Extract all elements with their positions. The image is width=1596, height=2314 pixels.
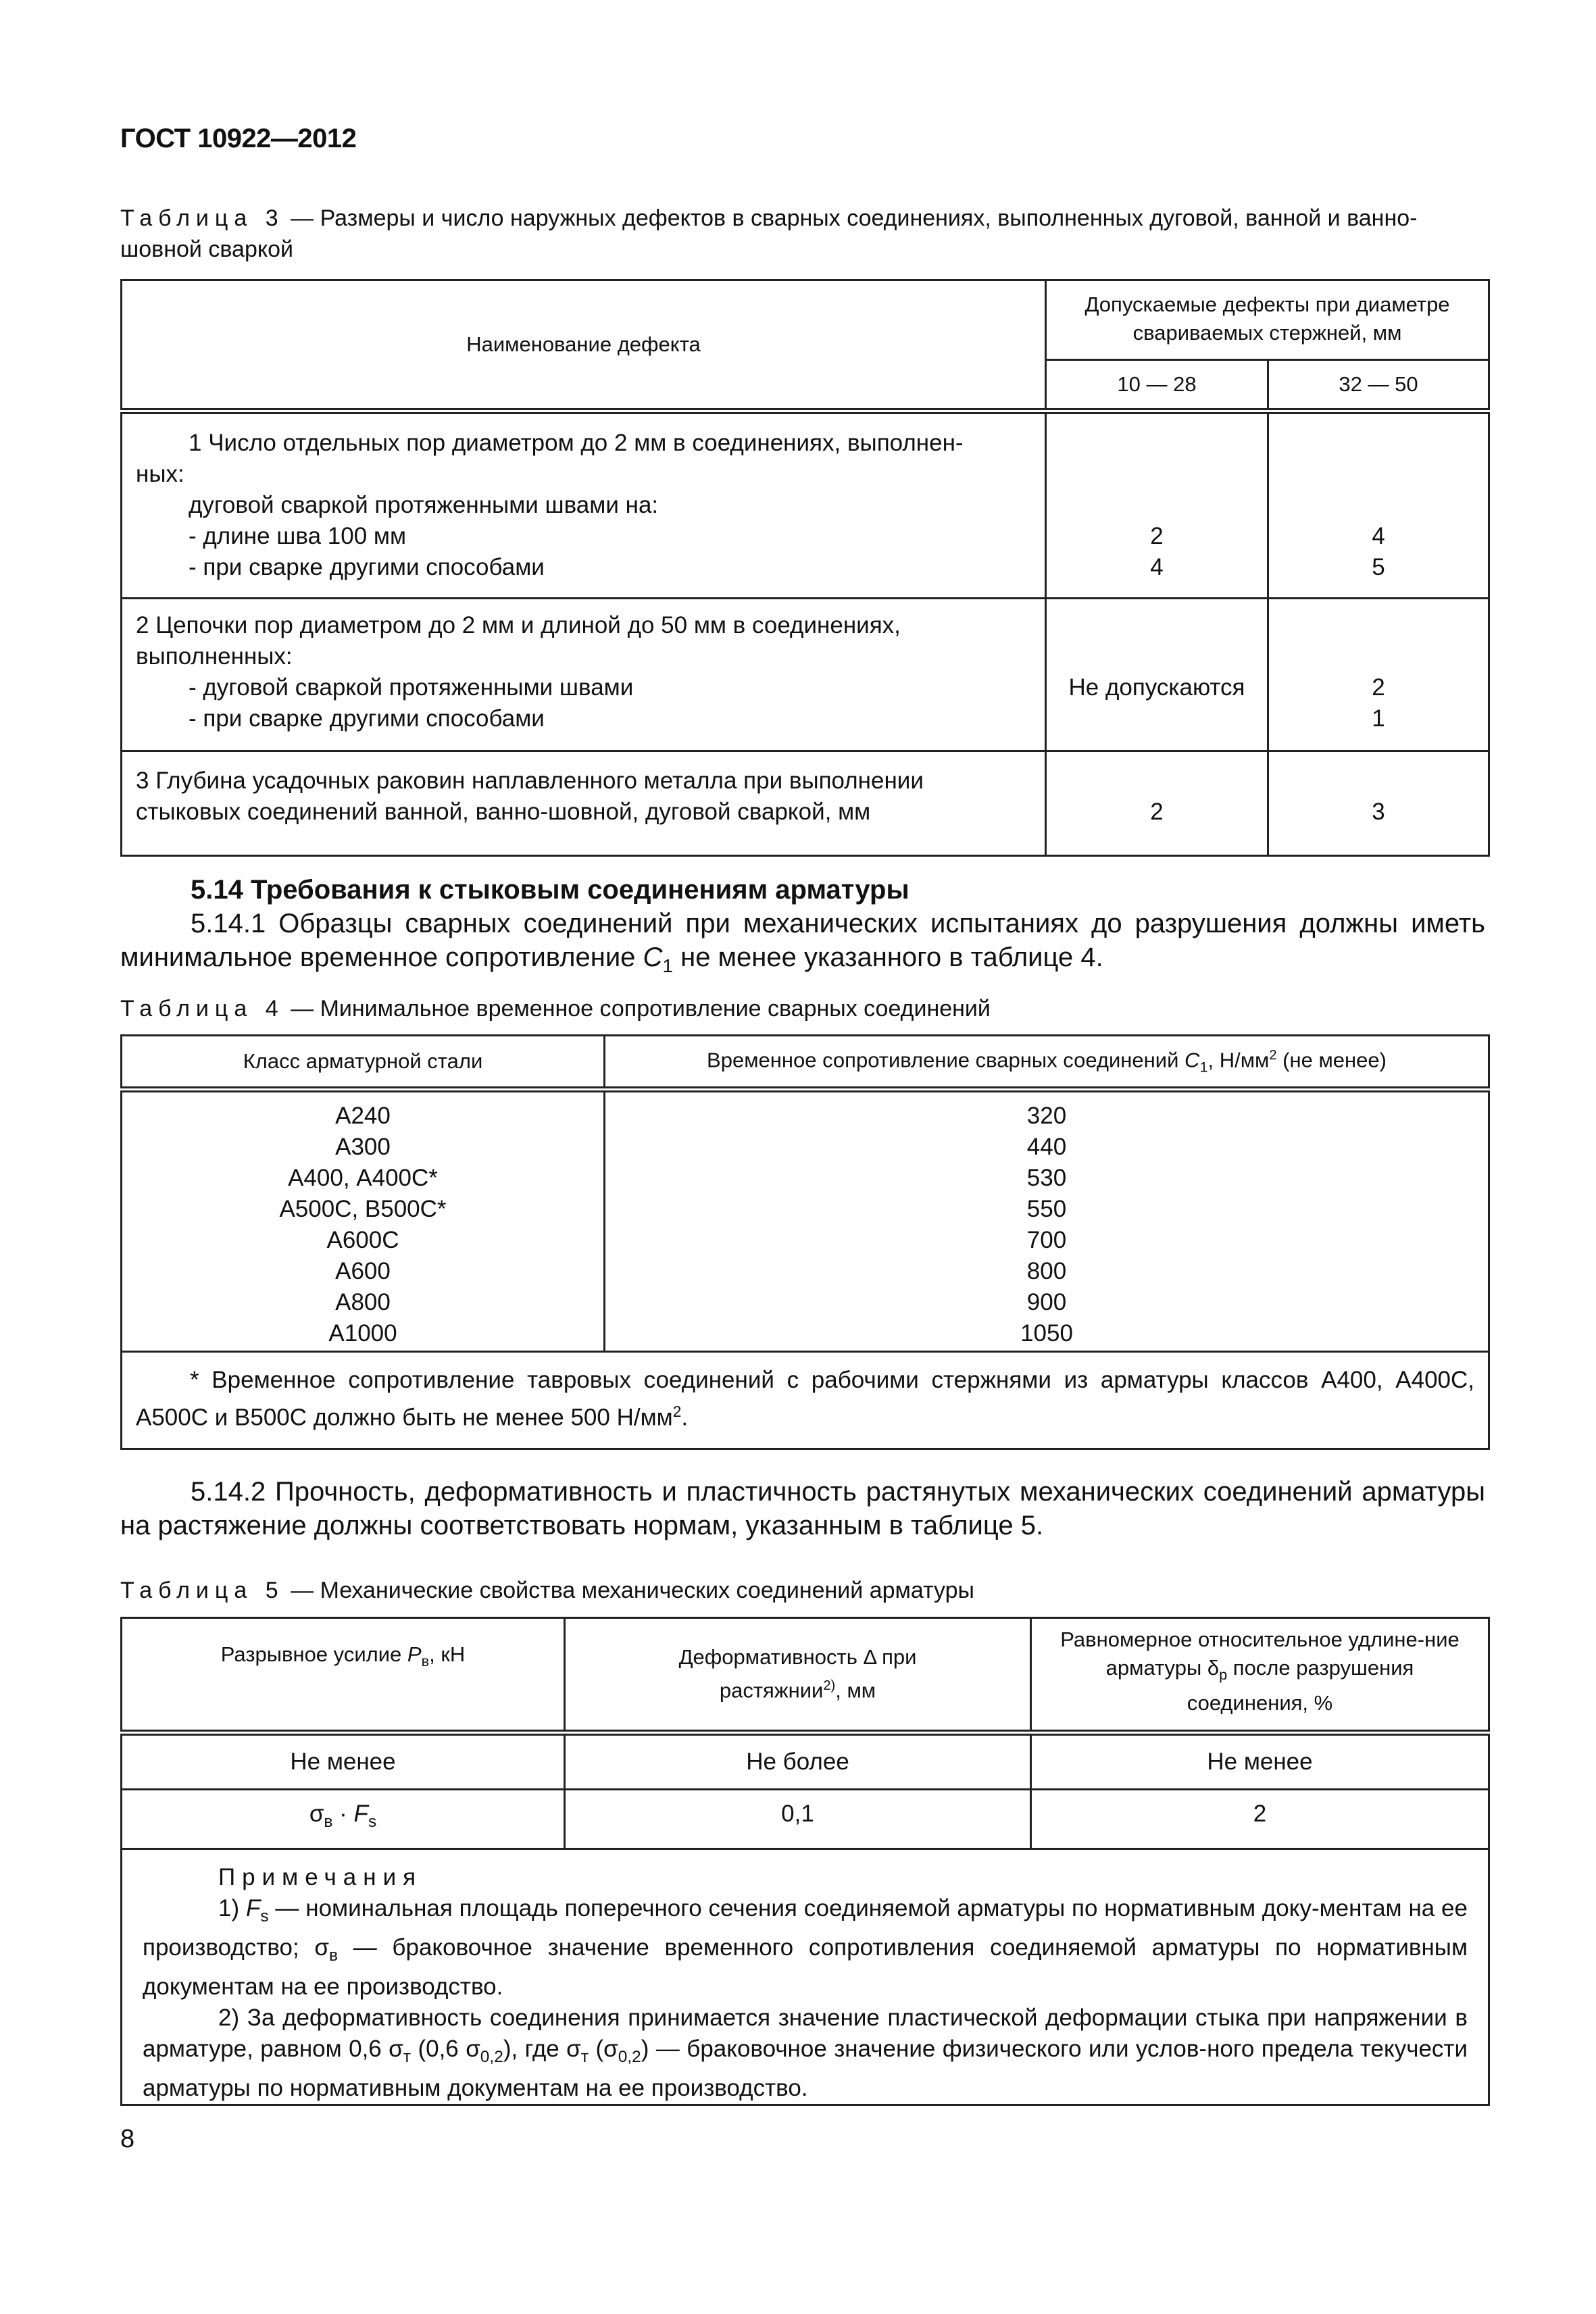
table5-notes-title: Примечания	[218, 1864, 423, 1890]
table4-footnote: * Временное сопротивление тавровых соединений с рабочими стержнями из арматуры классов А400, А400С, А500С и В500С должно быть не менее 500 $Н/мм^2$.	[122, 1352, 1489, 1449]
table4-classes	[122, 1090, 605, 1352]
table4-class: А300	[335, 1134, 391, 1160]
table3-caption-label: Таблица 3	[120, 205, 284, 231]
table4-class: А400, А400С*	[288, 1165, 438, 1191]
table4-class: А500С, В500С*	[279, 1196, 447, 1222]
table3-row2-desc: 2 Цепочки пор диаметром до 2 мм и длиной до 50 мм в соединениях, выполненных: - дуговой сваркой протяженными швами - при сварке другими способами	[122, 599, 1046, 751]
table3-caption	[120, 203, 1485, 265]
table3-caption-text: — Размеры и число наружных дефектов в сварных соединениях, выполненных дуговой, ванной и ванно-шовной сваркой	[120, 205, 1418, 262]
table5-r2c2: 0,1	[565, 1790, 1031, 1849]
table3-header-allowed: Допускаемые дефекты при диаметре свариваемых стержней, мм	[1046, 280, 1489, 360]
table3-row3-desc: 3 Глубина усадочных раковин наплавленного металла при выполнении стыковых соединений ванной, ванно-шовной, дуговой сваркой, мм	[122, 751, 1046, 856]
table4-value: 1050	[1020, 1320, 1073, 1347]
table3-header-name: Наименование дефекта	[122, 280, 1046, 411]
table4-caption	[120, 993, 1485, 1024]
table5	[120, 1617, 1490, 2106]
table5-caption-text: — Механические свойства механических соединений арматуры	[284, 1578, 974, 1603]
table4-value: 440	[1026, 1134, 1067, 1160]
table4-value: 320	[1026, 1103, 1067, 1129]
section-paragraph-1: 5.14.1 Образцы сварных соединений при механических испытаниях до разрушения должны иметь минимальное временное сопротивление $C_1$ не менее указанного в таблице 4.	[120, 909, 1485, 976]
page-number: 8	[120, 2125, 135, 2153]
table4-value: 800	[1026, 1258, 1067, 1284]
standard-title: ГОСТ 10922—2012	[120, 124, 357, 153]
table5-note-2: 2) За деформативность соединения принимается значение пластической деформации стыка при напряжении в арматуре, равном 0,6 $\sigma_т$ (0,6 $\sigma_{0,2}$), где $\sigma_т$ $(\sigma_{0,2})$ — браковочное значение физического или услов-ного предела текучести арматуры по нормативным документам на ее производство.	[143, 2005, 1468, 2101]
table5-header-force: Разрывное усилие $P_в$, кН	[122, 1618, 565, 1733]
section-heading: 5.14 Требования к стыковым соединениям арматуры	[191, 875, 909, 905]
table4-class: А1000	[328, 1320, 397, 1347]
table4-caption-label: Таблица 4	[120, 996, 284, 1022]
table3	[120, 279, 1490, 857]
table4-class: А800	[335, 1289, 391, 1315]
table5-note-1: 1) $F_s$ — номинальная площадь поперечного сечения соединяемой арматуры по нормативным доку-ментам на ее производство; $\sigma_в$ — браковочное значение временного сопротивления соединяемой арматуры по нормативным документам на ее производство.	[143, 1895, 1468, 2000]
table5-r2c3: 2	[1031, 1790, 1489, 1849]
table4	[120, 1034, 1490, 1450]
table4-value: 530	[1026, 1165, 1067, 1191]
table3-row1-val2: 4 5	[1268, 411, 1489, 599]
table5-r1c3: Не менее	[1031, 1733, 1489, 1790]
table4-values	[605, 1090, 1489, 1352]
table3-row1-desc: 1 Число отдельных пор диаметром до 2 мм в соединениях, выполнен- ных: дуговой сваркой протяженными швами на: - длине шва 100 мм - при сварке другими способами	[122, 411, 1046, 599]
table5-r1c2: Не более	[565, 1733, 1031, 1790]
table4-caption-text: — Минимальное временное сопротивление сварных соединений	[284, 996, 991, 1022]
table5-notes	[122, 1849, 1489, 2105]
table5-caption	[120, 1575, 1485, 1606]
table4-value: 700	[1026, 1227, 1067, 1253]
table3-row2-val1: Не допускаются	[1046, 599, 1268, 751]
table5-r2c1: $\sigma_в \cdot F_s$	[122, 1790, 565, 1849]
table3-row1-val1: 2 4	[1046, 411, 1268, 599]
table5-r1c1: Не менее	[122, 1733, 565, 1790]
section-paragraph-2: 5.14.2 Прочность, деформативность и пластичность растянутых механических соединений арматуры на растяжение должны соответствовать нормам, указанным в таблице 5.	[120, 1477, 1485, 1540]
table4-class: А240	[335, 1103, 391, 1129]
table4-header-resistance: Временное сопротивление сварных соединений $C_1$, $Н/мм^2$ (не менее)	[605, 1036, 1489, 1090]
table4-header-class: Класс арматурной стали	[122, 1036, 605, 1090]
table3-row3-val2: 3	[1268, 751, 1489, 856]
table5-caption-label: Таблица 5	[120, 1578, 284, 1603]
table3-header-range2: 32 — 50	[1268, 360, 1489, 411]
table4-class: А600С	[326, 1227, 399, 1253]
table4-value: 550	[1026, 1196, 1067, 1222]
table5-header-elongation: Равномерное относительное удлине-ние арматуры $\delta_р$ после разрушения соединения, %	[1031, 1618, 1489, 1733]
table4-value: 900	[1026, 1289, 1067, 1315]
table3-header-range1: 10 — 28	[1046, 360, 1268, 411]
table5-header-deformation: Деформативность Δ при растяжнии$^{2)}$, мм	[565, 1618, 1031, 1733]
table3-row2-val2: 2 1	[1268, 599, 1489, 751]
table4-class: А600	[335, 1258, 391, 1284]
table3-row3-val1: 2	[1046, 751, 1268, 856]
